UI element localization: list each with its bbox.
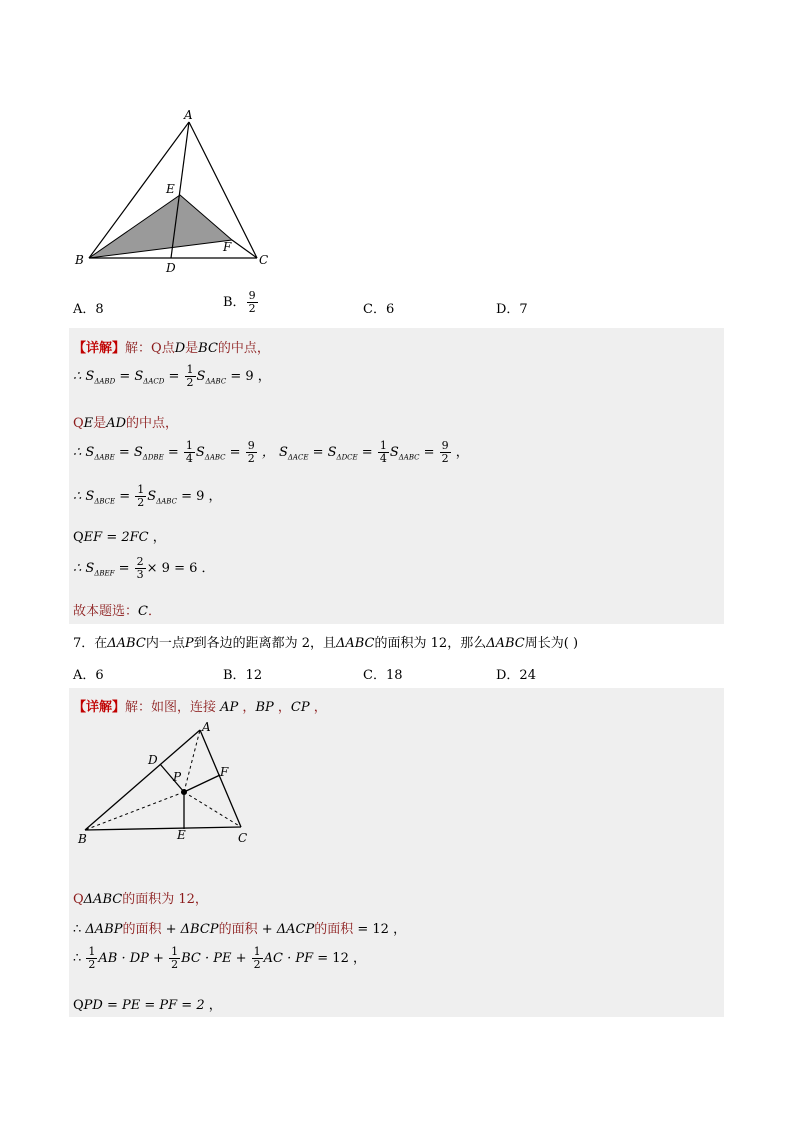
label-p: P xyxy=(173,770,182,784)
text: 的面积 xyxy=(122,922,162,937)
math: + xyxy=(257,922,277,937)
text: 的中点， xyxy=(217,341,270,356)
segment-fc xyxy=(232,240,257,258)
fraction xyxy=(378,440,389,465)
math: ∴ S xyxy=(73,561,95,576)
fraction-num: 1 xyxy=(185,439,193,452)
text: 点 xyxy=(161,341,175,356)
math: E xyxy=(83,416,94,431)
question-7 xyxy=(73,632,578,651)
text: 的面积为 12，那么 xyxy=(374,636,487,651)
math: C xyxy=(138,604,148,619)
math: S xyxy=(147,489,157,504)
sol6-line-3 xyxy=(73,412,178,431)
sol6-line-5 xyxy=(73,484,222,509)
fraction-num: 1 xyxy=(253,945,261,958)
math: = S xyxy=(115,369,144,384)
text: ， xyxy=(309,700,327,715)
text: ， xyxy=(273,700,291,715)
q6-option-c: C．6 xyxy=(363,302,395,317)
fraction-den: 3 xyxy=(136,568,144,581)
q6-option-a: A．8 xyxy=(73,302,104,317)
sub: ΔACE xyxy=(287,453,309,462)
sol7-line-2 xyxy=(73,888,208,907)
sub: ΔDBE xyxy=(142,453,164,462)
math: + xyxy=(231,951,251,966)
text: 解：如图，连接 xyxy=(125,700,221,715)
fraction xyxy=(135,484,146,509)
fraction xyxy=(135,556,146,581)
text: 7．在 xyxy=(73,636,108,651)
math: × 9 = 6 ． xyxy=(146,561,215,576)
sub: ΔABC xyxy=(204,453,226,462)
sol6-line-4 xyxy=(73,440,469,465)
label-e: E xyxy=(166,182,175,196)
text: Q xyxy=(73,998,84,1013)
math: ΔABC xyxy=(83,892,123,907)
label-c: C xyxy=(259,253,269,267)
math: ΔABC xyxy=(107,636,146,651)
text: 的面积 xyxy=(218,922,258,937)
sub: ΔABC xyxy=(205,377,227,386)
math: CP xyxy=(290,700,310,715)
label-b: B xyxy=(78,832,87,846)
fraction-num: 1 xyxy=(186,363,194,376)
math: P xyxy=(184,636,194,651)
math: = xyxy=(114,561,134,576)
math: ΔABP xyxy=(85,922,123,937)
detail-label: 【详解】 xyxy=(73,341,126,356)
text: Q xyxy=(73,892,84,907)
label-d: D xyxy=(148,753,158,767)
sol6-line-2 xyxy=(73,364,271,389)
text: ， xyxy=(204,998,222,1013)
math: = xyxy=(163,445,183,460)
text: 的面积为 12， xyxy=(122,892,208,907)
dash-pb xyxy=(85,792,184,830)
math: ， S xyxy=(257,445,288,460)
math: S xyxy=(196,369,206,384)
figure-triangle-abc-shaded xyxy=(70,104,290,276)
math: ， xyxy=(451,445,469,460)
figure-triangle-incenter xyxy=(74,720,264,848)
math: BC xyxy=(198,341,218,356)
math: ∴ xyxy=(73,951,86,966)
sol6-line-8 xyxy=(73,600,161,619)
text: 内一点 xyxy=(145,636,185,651)
math: = xyxy=(419,445,439,460)
fraction-num: 9 xyxy=(248,289,256,302)
fraction-den: 2 xyxy=(171,958,179,971)
sol6-line-6 xyxy=(73,526,166,545)
sub: ΔACD xyxy=(143,377,165,386)
text: Q xyxy=(73,416,84,431)
math: ∴ S xyxy=(73,369,95,384)
text: 解： xyxy=(125,341,152,356)
math: = 12 ， xyxy=(353,922,407,937)
fraction xyxy=(169,946,180,971)
text: 的中点， xyxy=(126,416,179,431)
fraction-den: 2 xyxy=(248,302,256,315)
q6-option-d: D．7 xyxy=(496,302,528,317)
label-b: B xyxy=(75,253,84,267)
label-d: D xyxy=(166,261,176,275)
sub: ΔABE xyxy=(94,453,115,462)
math: ∴ S xyxy=(73,445,95,460)
fraction-den: 4 xyxy=(185,452,193,465)
sol6-line-1 xyxy=(73,337,270,356)
sub: ΔABC xyxy=(156,497,177,506)
fraction-den: 2 xyxy=(253,958,261,971)
math: ΔABC xyxy=(335,636,375,651)
fraction-num: 2 xyxy=(136,555,144,568)
math: = 9 ， xyxy=(176,489,222,504)
fraction xyxy=(184,440,195,465)
math: = xyxy=(225,445,245,460)
q7-option-c: C．18 xyxy=(363,668,403,683)
q6-option-b xyxy=(223,290,259,315)
perp-pf xyxy=(184,775,220,792)
text: 周长为( ) xyxy=(524,636,579,651)
fraction-num: 9 xyxy=(441,439,449,452)
label-c: C xyxy=(238,831,248,845)
fraction-num: 1 xyxy=(137,483,145,496)
math: AP xyxy=(220,700,239,715)
math: AD xyxy=(106,416,126,431)
text: 故本题选： xyxy=(73,604,139,619)
math: + xyxy=(148,951,169,966)
math: = 12 ， xyxy=(313,951,366,966)
math: BP xyxy=(255,700,274,715)
math: ΔABC xyxy=(486,636,525,651)
math: = xyxy=(115,489,135,504)
fraction xyxy=(86,946,97,971)
q7-option-d: D．24 xyxy=(496,668,536,683)
fraction-num: 1 xyxy=(171,945,179,958)
math: S xyxy=(389,445,399,460)
label-e: E xyxy=(177,828,186,842)
fraction-den: 2 xyxy=(441,452,449,465)
sub: ΔDCE xyxy=(336,453,358,462)
q7-option-b: B．12 xyxy=(223,668,263,683)
math: ∴ S xyxy=(73,489,95,504)
dash-pa xyxy=(184,730,200,792)
sol7-line-4 xyxy=(73,946,366,971)
fraction xyxy=(440,440,451,465)
math: = xyxy=(357,445,377,460)
text: 是 xyxy=(93,416,107,431)
text: ， xyxy=(238,700,256,715)
fraction-num: 1 xyxy=(88,945,96,958)
math: EF = 2FC xyxy=(83,530,149,545)
math: + xyxy=(161,922,181,937)
math: ΔBCP xyxy=(180,922,219,937)
text: ， xyxy=(148,530,166,545)
shaded-triangle-bef xyxy=(89,195,232,258)
fraction xyxy=(247,290,258,315)
math: = S xyxy=(114,445,143,460)
math: ∴ xyxy=(73,922,86,937)
sol7-line-5 xyxy=(73,994,222,1013)
label-f: F xyxy=(223,240,232,254)
dash-pc xyxy=(184,792,241,827)
fraction-den: 2 xyxy=(186,376,194,389)
math: BC · PE xyxy=(181,951,232,966)
label-a: A xyxy=(184,108,193,122)
fraction-den: 2 xyxy=(88,958,96,971)
sol6-line-7 xyxy=(73,556,215,581)
detail-label: 【详解】 xyxy=(73,700,126,715)
fraction-den: 2 xyxy=(247,452,255,465)
point-p xyxy=(181,789,187,795)
sub: ΔABD xyxy=(94,377,116,386)
sub: ΔABC xyxy=(398,453,420,462)
math: = 9 ， xyxy=(226,369,271,384)
sub: ΔBCE xyxy=(94,497,116,506)
fraction xyxy=(246,440,257,465)
side-ab xyxy=(85,730,200,830)
math: ΔACP xyxy=(276,922,315,937)
math: PD = PE = PF = 2 xyxy=(83,998,205,1013)
math: D xyxy=(174,341,186,356)
text: 的面积 xyxy=(314,922,354,937)
math: AB · DP xyxy=(98,951,149,966)
math: = xyxy=(164,369,184,384)
fraction xyxy=(185,364,196,389)
fraction-den: 2 xyxy=(137,496,145,509)
fraction-num: 9 xyxy=(247,439,255,452)
label-a: A xyxy=(202,720,211,734)
text: Q xyxy=(151,341,162,356)
math: = S xyxy=(308,445,337,460)
sol7-line-3 xyxy=(73,918,406,937)
fraction xyxy=(252,946,263,971)
text: 到各边的距离都为 2，且 xyxy=(193,636,336,651)
text: 是 xyxy=(185,341,199,356)
math: S xyxy=(195,445,205,460)
math: AC · PF xyxy=(263,951,314,966)
q7-option-a: A．6 xyxy=(73,668,104,683)
q6-option-b-prefix: B． xyxy=(223,295,246,310)
side-bc xyxy=(85,827,241,830)
text: Q xyxy=(73,530,84,545)
label-f: F xyxy=(220,765,229,779)
text: ． xyxy=(147,604,161,619)
sub: ΔBEF xyxy=(94,569,115,578)
fraction-den: 4 xyxy=(379,452,387,465)
fraction-num: 1 xyxy=(379,439,387,452)
sol7-line-1 xyxy=(73,696,327,715)
